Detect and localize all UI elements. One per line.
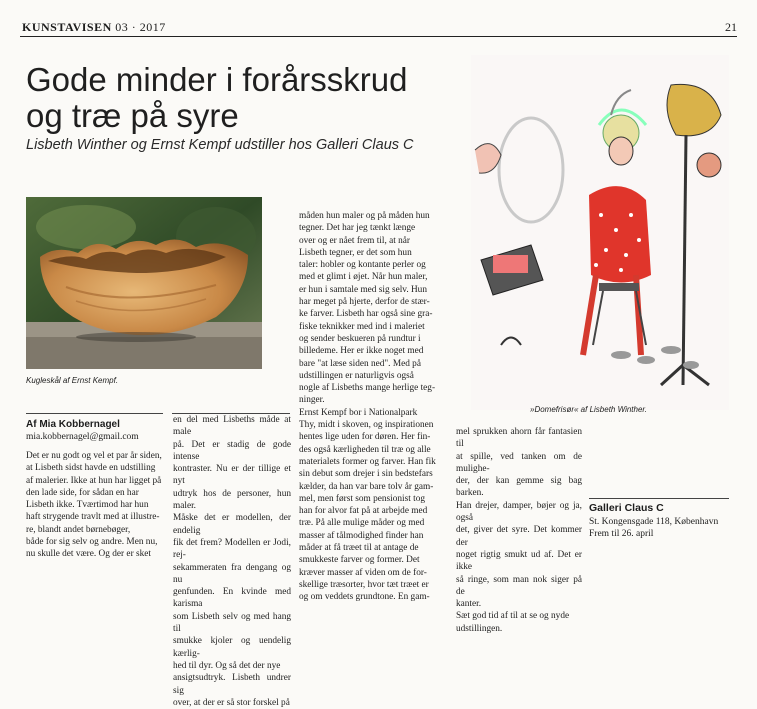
publication-name: KUNSTAVISEN bbox=[22, 20, 112, 34]
article-column-3: måden hun maler og på måden hun tegner. Det har jeg tænkt længe over og er nået frem til, at når Lisbeth tegner, er det som hun taler: hobler og kontante perler og med et glimt i øjet. Når hun maler, er hun i samtale med sig selv. Hun har meget på hjerte, derfor de stær- ke farver. Lisbeth har også sine gra- fiske teknikker med ind i maleriet og sender beskueren på rundtur i billedeme. Her er ikke noget med bare "at læse siden ned". Med på udstillingen er naturligvis også nogle af Lisbeths mange herlige teg- ninger. Ernst Kempf bor i Nationalpark Thy, midt i skoven, og inspirationen hentes lige uden for døren. Her fin- des også kærligheden til træ og alle materialets former og farver. Han fik sin debut som drejer i sin bedstefars kælder, da han var bare tolv år gam- mel, men først som pensionist tog han for alvor fat på at arbejde med træ. På alle mulige måder og med masser af tålmodighed finder han måder at få træet til at antage de smukkeste farver og former. Det kræver masser af viden om de for- skellige træsorter, hvor tæt træet er og om veddets grundtone. En gam- bbox=[299, 211, 436, 603]
issue-number: 03 · 2017 bbox=[115, 20, 166, 34]
headline-line-1: Gode minder i forårsskrud bbox=[26, 61, 408, 98]
hairdryer-illustration bbox=[471, 55, 729, 410]
gallery-name: Galleri Claus C bbox=[589, 502, 664, 514]
publication-header bbox=[22, 20, 166, 35]
article-subheadline: Lisbeth Winther og Ernst Kempf udstiller hos Galleri Claus C bbox=[26, 137, 414, 153]
header-divider bbox=[20, 36, 737, 37]
bowl-image bbox=[26, 197, 262, 369]
author-name: Af Mia Kobbernagel bbox=[26, 419, 120, 430]
article-headline bbox=[26, 62, 466, 134]
exhibition-dates: Frem til 26. april bbox=[589, 529, 654, 539]
article-column-4: mel sprukken ahorn får fantasien til at spille, ved tanken om de mulighe- der, der kan gemme sig bag barken. Han drejer, damper, bøjer og ja, også det, giver det syre. Det kommer der noget rigtig smukt ud af. Det er ikke så ringe, som man nok siger på de kanter. Sæt god tid af til at se og nyde udstillingen. bbox=[456, 427, 582, 634]
wooden-bowl-photo bbox=[26, 197, 262, 369]
page-number: 21 bbox=[725, 20, 737, 34]
headline-line-2: og træ på syre bbox=[26, 97, 239, 134]
illustration-caption: »Domefrisør« af Lisbeth Winther. bbox=[530, 405, 648, 414]
article-column-2: en del med Lisbeths måde at male på. Det er stadig de gode intense kontraster. Nu er der tillige et nyt udtryk hos de personer, hun maler. Måske det er modellen, der endelig fik det frem? Modellen er Jodi, rej- sekammeraten fra dengang og nu genfunden. En kvinde med karisma som Lisbeth selv og med hang til smukke kjoler og uendelig kærlig- hed til dyr. Og så det der nye ansigtsudtryk. Lisbeth undrer sig over, at der er så stor forskel på bbox=[173, 415, 291, 708]
gallery-address: St. Kongensgade 118, København bbox=[589, 517, 719, 527]
photo-caption: Kugleskål af Ernst Kempf. bbox=[26, 376, 119, 385]
info-box-rule bbox=[589, 498, 729, 499]
illustration-image bbox=[471, 55, 729, 410]
author-email: mia.kobbernagel@gmail.com bbox=[26, 432, 139, 442]
article-column-1: Det er nu godt og vel et par år siden, at Lisbeth sidst havde en udstilling af malerier. Ikke at hun har ligget på den lade side, for sådan en har Lisbeth ikke. Tværtimod har hun haft strygende travlt med at illustre- re, blandt andet børnebøger, både for sig selv og andre. Men nu, nu skulle det være. Og der er sket bbox=[26, 451, 162, 560]
column-rule-1 bbox=[26, 413, 163, 414]
